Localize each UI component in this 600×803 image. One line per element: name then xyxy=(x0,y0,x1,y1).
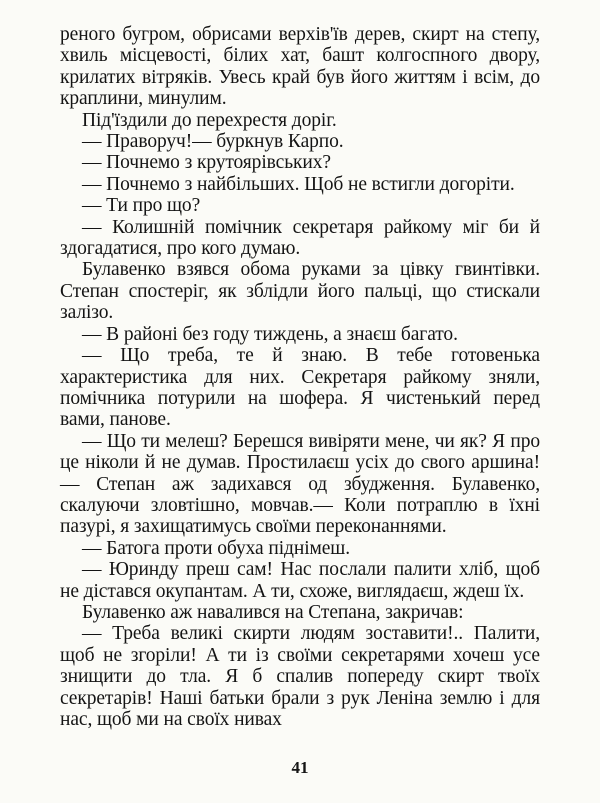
dialogue-line: — В районі без году тиждень, а знаєш багато. xyxy=(82,323,458,345)
dialogue-line: — Праворуч!— буркнув Карпо. xyxy=(82,131,344,153)
paragraph: Під'їздили до перехрестя доріг. xyxy=(82,109,337,131)
dialogue-line: — Ти про що? xyxy=(82,195,201,217)
dialogue-line: — Що ти мелеш? Берешся вивіряти мене, чи як? Я про це ніколи й не думав. Простилаєш усіх до свого аршина!— Степан аж задихався од збудження. Булавенко, скалуючи зловтішно, мовчав.— Коли потраплю в їхні пазурі, я захищатимусь своїми переконаннями. xyxy=(60,430,540,538)
dialogue-line: — Треба великі скирти людям зоставити!.. Палити, щоб не згоріли! А ти із своїми секретарями хочеш усе знищити до тла. Я б спалив попереду скирт твоїх секретарів! Наші батьки брали з рук Леніна землю і для нас, щоб ми на своїх нивах xyxy=(60,623,540,730)
page-number: 41 xyxy=(291,758,309,777)
paragraph: Булавенко взявся обома руками за цівку гвинтівки. Степан спостеріг, як зблідли його пальці, що стискали залізо. xyxy=(60,259,540,324)
paragraph: Булавенко аж навалився на Степана, закричав: xyxy=(82,601,464,623)
dialogue-line: — Що треба, те й знаю. В тебе готовенька характеристика для них. Секретаря райкому зняли, помічника потурили на шофера. Я чистенький перед вами, панове. xyxy=(60,345,540,431)
paragraph: реного бугром, обрисами верхів'їв дерев, скирт на степу, хвиль місцевості, білих хат, башт колгоспного двору, крилатих вітряків. Увесь край був його життям і всім, до краплини, минулим. xyxy=(60,24,540,110)
dialogue-line: — Почнемо з крутоярівських? xyxy=(82,152,331,174)
dialogue-line: — Колишній помічник секретаря райкому міг би й здогадатися, про кого думаю. xyxy=(60,216,540,260)
dialogue-line: — Батога проти обуха піднімеш. xyxy=(82,537,350,559)
dialogue-line: — Почнемо з найбільших. Щоб не встигли догоріти. xyxy=(82,173,515,195)
dialogue-line: — Юринду преш сам! Нас послали палити хліб, щоб не дістався окупантам. А ти, схоже, виглядаєш, ждеш їх. xyxy=(60,559,540,602)
text-block xyxy=(60,24,540,730)
